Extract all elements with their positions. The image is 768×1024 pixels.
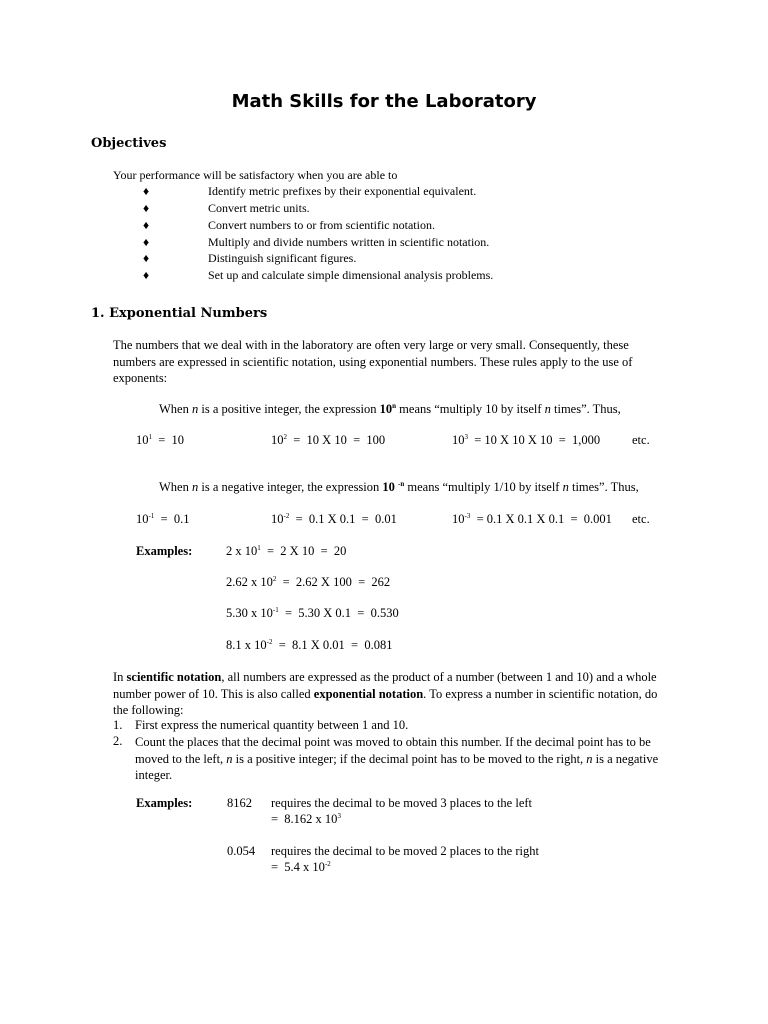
- example-value: 0.054: [227, 844, 256, 858]
- bullet-icon: ♦: [143, 201, 150, 215]
- example-item: 5.30 x $10^{-1} = 5.30$ X 0.1 = 0.530: [226, 605, 399, 620]
- positive-example: $10^3 = 10$ X 10 X 10 = 1,000: [452, 432, 601, 447]
- objectives-heading: Objectives: [91, 136, 167, 151]
- etc-label: etc.: [632, 433, 650, 447]
- objective-item: Identify metric prefixes by their exponential equivalent.: [208, 184, 477, 198]
- negative-example: $10^{-3} = 0.1$ X 0.1 X 0.1 = 0.001: [452, 511, 612, 526]
- example-item: 2 x $10^1 = 2$ X 10 = 20: [226, 543, 347, 558]
- positive-example: $10^1 = 10$: [136, 432, 185, 447]
- bullet-icon: ♦: [143, 251, 150, 265]
- bullet-icon: ♦: [143, 235, 150, 249]
- bullet-icon: ♦: [143, 268, 150, 282]
- example-value: 8162: [227, 796, 252, 810]
- example-result: = 8.162 x $10^3$: [271, 811, 341, 826]
- section-intro: The numbers that we deal with in the laboratory are often very large or very small. Consequently, these numbers are expressed in scientific notation, using exponential numbers. These rules apply to the use of exponents:: [113, 338, 633, 385]
- example-item: 8.1 x $10^{-2} = 8.1$ X 0.01 = 0.081: [226, 637, 393, 652]
- objective-item: Distinguish significant figures.: [208, 251, 357, 265]
- step-number: 2.: [113, 734, 123, 748]
- example-description: requires the decimal to be moved 2 places to the right: [271, 844, 539, 858]
- step-text: Count the places that the decimal point was moved to obtain this number. If the decimal point has to be moved to the left, n is a positive integer; if the decimal point has to be moved to the right, n is a negative integer.: [135, 735, 659, 782]
- section-heading: 1. Exponential Numbers: [91, 306, 268, 321]
- positive-example: $10^2 = 10$ X 10 = 100: [271, 432, 386, 447]
- objective-item: Set up and calculate simple dimensional analysis problems.: [208, 268, 494, 282]
- examples-label: Examples:: [136, 796, 193, 810]
- examples-label: Examples:: [136, 544, 193, 558]
- scientific-notation-paragraph: In scientific notation, all numbers are expressed as the product of a number (between 1 and 10) and a whole number power of 10. This is also called exponential notation. To express a number in scientific notation, do the following:: [113, 670, 658, 717]
- bullet-icon: ♦: [143, 218, 150, 232]
- negative-example: $10^{-2} = 0.1$ X 0.1 = 0.01: [271, 511, 397, 526]
- etc-label: etc.: [632, 512, 650, 526]
- objective-item: Convert numbers to or from scientific notation.: [208, 218, 435, 232]
- negative-rule: When n is a negative integer, the expression 10 $^{-n}$ means “multiply 1/10 by itself n times”. Thus,: [159, 479, 639, 494]
- objectives-intro: Your performance will be satisfactory when you are able to: [113, 168, 398, 182]
- example-item: 2.62 x $10^2 = 2.62$ X 100 = 262: [226, 574, 391, 589]
- example-result: = 5.4 x $10^{-2}$: [271, 859, 331, 874]
- negative-example: $10^{-1} = 0.1$: [136, 511, 190, 526]
- step-text: First express the numerical quantity between 1 and 10.: [135, 718, 409, 732]
- objective-item: Multiply and divide numbers written in scientific notation.: [208, 235, 490, 249]
- objective-item: Convert metric units.: [208, 201, 310, 215]
- page-title: Math Skills for the Laboratory: [231, 91, 537, 112]
- positive-rule: When n is a positive integer, the expression 10$^n$ means “multiply 10 by itself n times”. Thus,: [159, 401, 621, 416]
- bullet-icon: ♦: [143, 184, 150, 198]
- step-number: 1.: [113, 718, 123, 732]
- example-description: requires the decimal to be moved 3 places to the left: [271, 796, 533, 810]
